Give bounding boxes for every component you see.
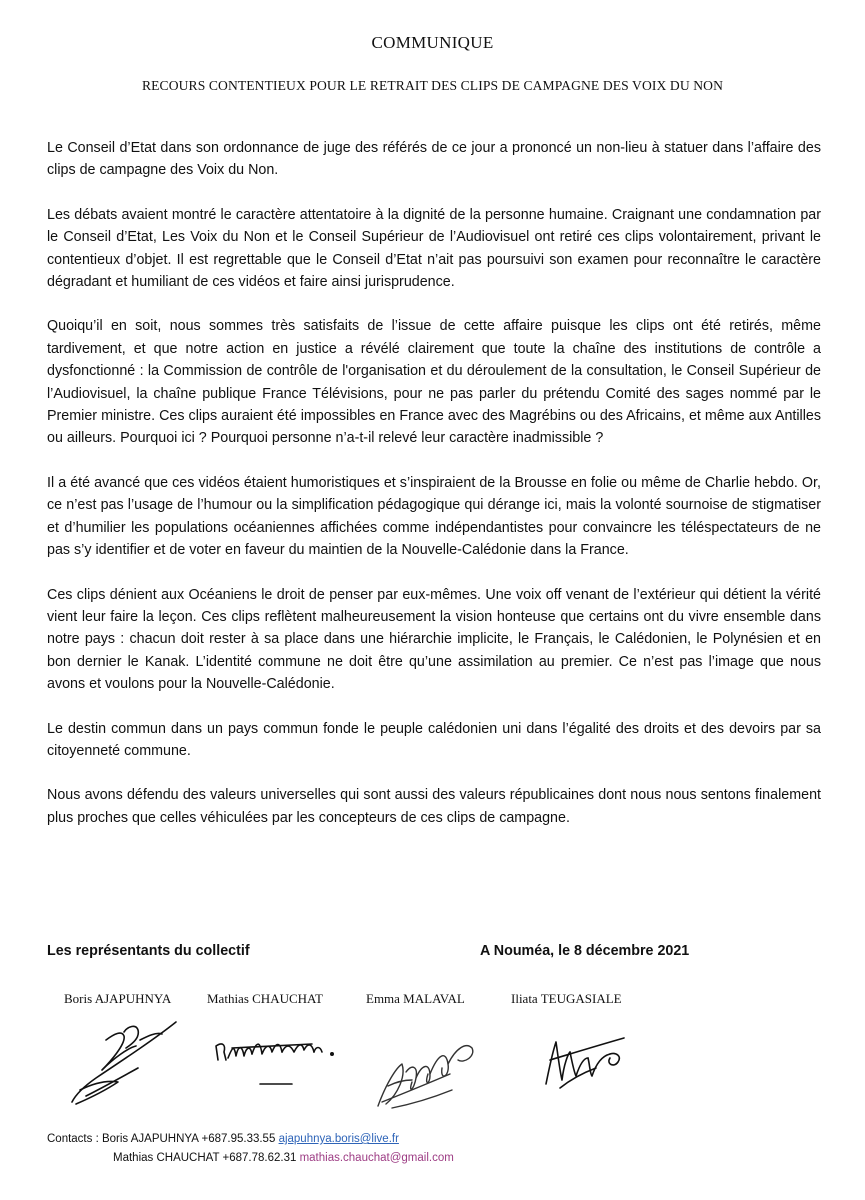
contact-phone: +687.95.33.55: [201, 1133, 276, 1145]
signatory-name: Emma MALAVAL: [366, 991, 465, 1006]
signatory-name: Iliata TEUGASIALE: [511, 991, 622, 1006]
paragraph-6: Le destin commun dans un pays commun fonde le peuple calédonien uni dans l’égalité des droits et des devoirs par sa citoyenneté commune.: [47, 720, 821, 759]
document-title: COMMUNIQUE: [371, 33, 494, 52]
signatory-name: Boris AJAPUHNYA: [64, 991, 172, 1006]
paragraph-5: Ces clips dénient aux Océaniens le droit de penser par eux-mêmes. Une voix off venant de l’extérieur qui détient la vérité vient leur faire la leçon. Ces clips reflètent malheureusement la vision honteuse que certains ont du vivre ensemble dans notre pays : chacun doit rester à sa place dans une hiérarchie implicite, le Français, le Calédonien, le Polynésien et en bon dernier le Kanak. L’identité commune ne doit être qu’une assimilation au premier. Ce n’est pas l’image que nous avons et voulons pour la Nouvelle-Calédonie.: [47, 586, 821, 693]
paragraph-7: Nous avons défendu des valeurs universelles qui sont aussi des valeurs républicaines dont nous nous sentons finalement plus proches que celles véhiculées par les concepteurs de ces clips de campagne.: [47, 787, 821, 826]
paragraph-2: Les débats avaient montré le caractère attentatoire à la dignité de la personne humaine. Craignant une condamnation par le Conseil d’Etat, Les Voix du Non et le Conseil Supérieur de l’Audiovisuel ont retiré ces clips volontairement, privant le contentieux d’objet. Il est regrettable que le Conseil d’Etat n’ait pas poursuivi son examen pour reconnaître le caractère dégradant et humiliant de ces vidéos et faire ainsi jurisprudence.: [47, 206, 821, 291]
contact-email-link[interactable]: ajapuhnya.boris@live.fr: [278, 1133, 399, 1145]
paragraph-3: Quoiqu’il en soit, nous sommes très satisfaits de l’issue de cette affaire puisque les clips ont été retirés, même tardivement, et que notre action en justice a révélé clairement que toute la chaîne des institutions de contrôle a dysfonctionné : la Commission de contrôle de l'organisation et du déroulement de la consultation, le Conseil Supérieur de l’Audiovisuel, la chaîne publique France Télévisions, pour ne pas parler du prétendu Comité des sages nommé par le Premier ministre. Ces clips auraient été impossibles en France avec des Magrébins ou des Africains, et même aux Antilles ou ailleurs. Pourquoi ici ? Pourquoi personne n’a-t-il relevé leur caractère inadmissible ?: [47, 318, 821, 447]
signature-image: [540, 1024, 630, 1104]
signature-image: [212, 1030, 342, 1100]
representatives-label: Les représentants du collectif: [47, 943, 250, 959]
contact-row: [47, 1149, 454, 1168]
signature-image: [66, 1018, 186, 1108]
contact-row: [47, 1130, 454, 1149]
contact-phone: +687.78.62.31: [222, 1152, 297, 1164]
signatory-name: Mathias CHAUCHAT: [207, 991, 323, 1006]
paragraph-4: Il a été avancé que ces vidéos étaient humoristiques et s’inspiraient de la Brousse en folie ou même de Charlie hebdo. Or, ce n’est pas l’usage de l’humour ou la simplification pédagogique qui dérange ici, mais la volonté sournoise de stigmatiser et d’humilier les populations océaniennes affichées comme indépendantistes pour convaincre les téléspectateurs de ne pas s’y identifier et de voter en faveur du maintien de la Nouvelle-Calédonie dans la France.: [47, 474, 821, 559]
contact-name: Mathias CHAUCHAT: [113, 1152, 220, 1164]
paragraph-1: Le Conseil d’Etat dans son ordonnance de juge des référés de ce jour a prononcé un non-lieu à statuer dans l’affaire des clips de campagne des Voix du Non.: [47, 140, 821, 179]
contact-email[interactable]: mathias.chauchat@gmail.com: [299, 1152, 454, 1164]
contacts-label: Contacts :: [47, 1133, 99, 1145]
place-date: A Nouméa, le 8 décembre 2021: [480, 943, 690, 959]
document-body: [47, 137, 821, 851]
contacts-block: [47, 1130, 454, 1168]
signature-image: [372, 1024, 482, 1114]
document-subtitle: RECOURS CONTENTIEUX POUR LE RETRAIT DES CLIPS DE CAMPAGNE DES VOIX DU NON: [141, 78, 724, 93]
contact-name: Boris AJAPUHNYA: [101, 1133, 199, 1145]
